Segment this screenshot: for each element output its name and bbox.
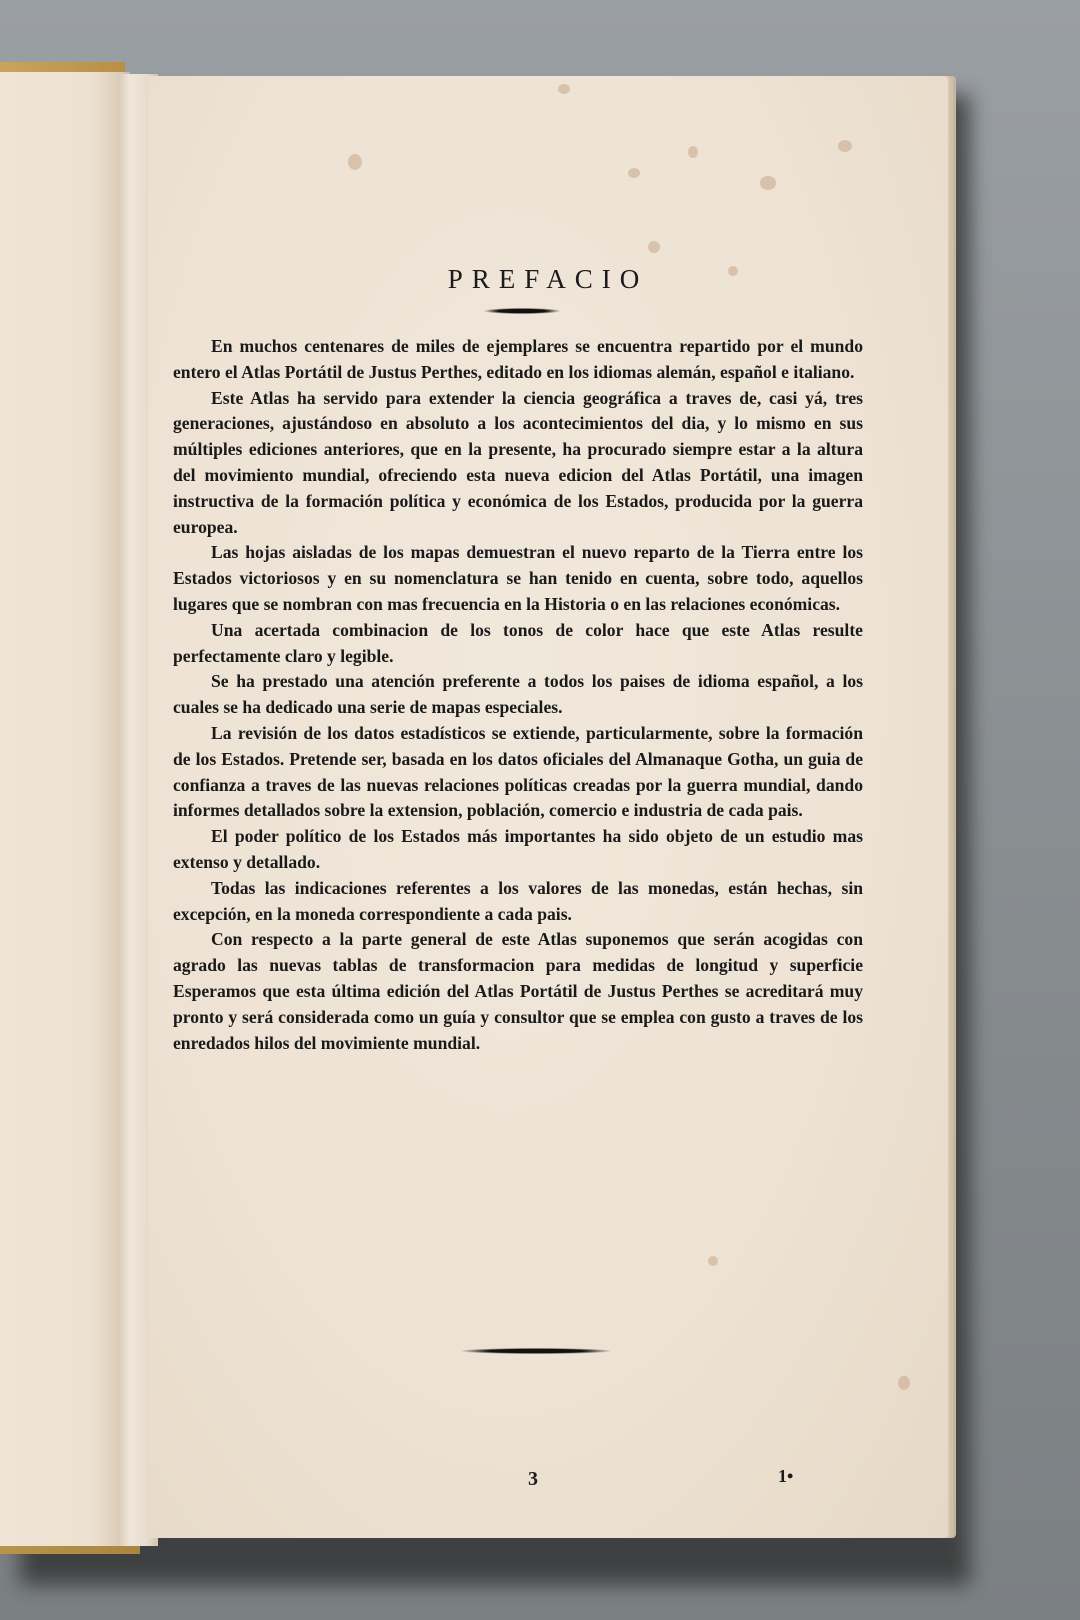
paragraph: Se ha prestado una atención preferente a todos los paises de idioma español, a los cuales se ha dedicado una serie de mapas especiales.	[173, 671, 863, 718]
paper-stain	[628, 168, 640, 178]
paper-stain	[688, 146, 698, 158]
right-page	[148, 76, 948, 1538]
page-title: PREFACIO	[447, 264, 649, 294]
signature-mark: 1•	[778, 1466, 794, 1486]
paragraph: Este Atlas ha servido para extender la ciencia geográfica a traves de, casi yá, tres generaciones, ajustándoso en absoluto a los acontecimientos del dia, y lo mismo en sus múltiples ediciones anteriores, que en la presente, ha procurado siempre estar a la altura del movimiento mundial, ofreciendo esta nueva edicion del Atlas Portátil, una imagen instructiva de la formación política y económica de los Estados, producida por la guerra europea.	[173, 387, 863, 537]
paragraph: Todas las indicaciones referentes a los valores de las monedas, están hechas, sin excepción, en la moneda correspondiente a cada pais.	[173, 877, 863, 924]
paper-stain	[898, 1376, 910, 1390]
closing-ornament-rule	[461, 1348, 611, 1354]
paper-stain	[838, 140, 852, 152]
paragraph: La revisión de los datos estadísticos se extiende, particularmente, sobre la formación de los Estados. Pretende ser, basada en los datos oficiales del Almanaque Gotha, un guia de confianza a traves de las nuevas relaciones políticas creadas por la guerra mundial, dando informes detallados sobre la extension, población, comercio e industria de cada pais.	[173, 722, 863, 821]
title-ornament-rule	[484, 308, 560, 314]
paper-stain	[348, 154, 362, 170]
preface-body	[173, 334, 863, 1056]
paragraph: Una acertada combinacion de los tonos de color hace que este Atlas resulte perfectamente claro y legible.	[173, 619, 863, 666]
paragraph: Con respecto a la parte general de este Atlas suponemos que serán acogidas con agrado las nuevas tablas de transformacion para medidas de longitud y superficie Esperamos que esta última edición del Atlas Portátil de Justus Perthes se acreditará muy pronto y será considerada como un guía y consultor que se emplea con gusto a traves de los enredados hilos del movimiente mundial.	[173, 929, 863, 1053]
paragraph: Las hojas aisladas de los mapas demuestran el nuevo reparto de la Tierra entre los Estados victoriosos y en su nomenclatura se han tenido en cuenta, sobre todo, aquellos lugares que se nombran con mas frecuencia en la Historia o en las relaciones económicas.	[173, 542, 863, 614]
paper-stain	[558, 84, 570, 94]
left-page	[0, 72, 130, 1546]
paper-stain	[760, 176, 776, 190]
paper-stain	[648, 241, 660, 253]
paragraph: En muchos centenares de miles de ejemplares se encuentra repartido por el mundo entero el Atlas Portátil de Justus Perthes, editado en los idiomas alemán, español e italiano.	[173, 336, 863, 382]
paragraph: El poder político de los Estados más importantes ha sido objeto de un estudio mas extenso y detallado.	[173, 826, 863, 872]
paper-stain	[708, 1256, 718, 1266]
page-number: 3	[528, 1468, 538, 1490]
